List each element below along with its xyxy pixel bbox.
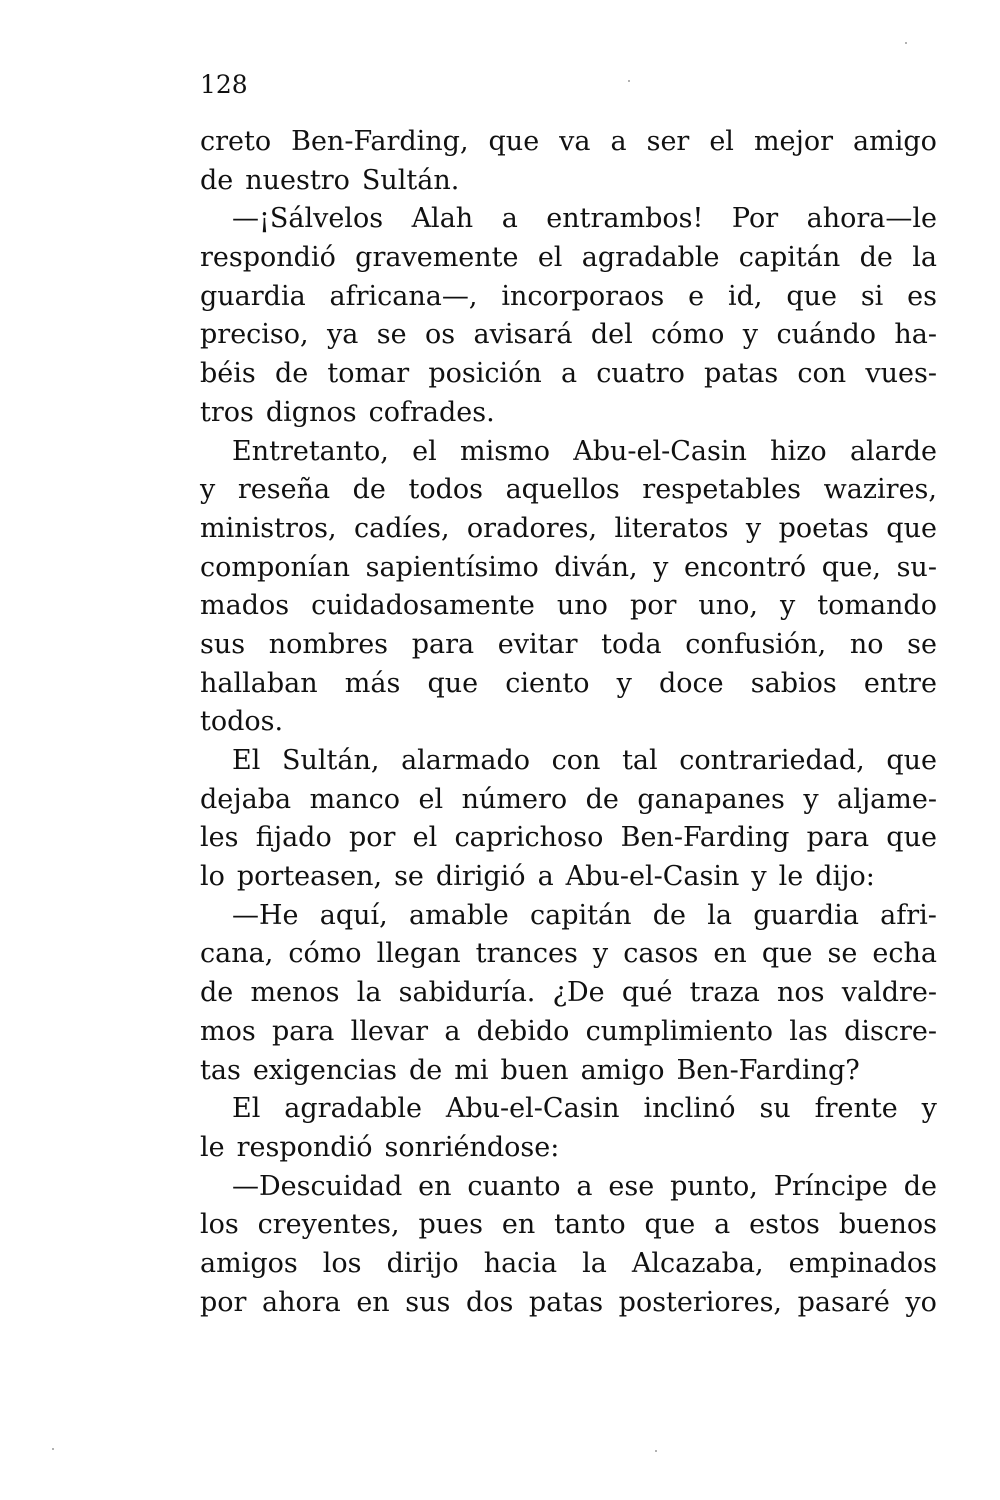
word: entrambos! [546, 203, 704, 235]
word: sabios [750, 667, 837, 699]
word: de [274, 358, 309, 390]
word: a [610, 126, 627, 157]
word: para [806, 822, 870, 854]
word: confusión, [685, 628, 827, 660]
text-line [200, 1013, 937, 1052]
word: cofrades. [368, 396, 495, 428]
word: y [200, 474, 216, 506]
scan-speck [628, 80, 630, 82]
word: hacia [483, 1247, 558, 1279]
word: componían [200, 551, 351, 583]
word: El [232, 745, 261, 776]
word: uno, [698, 590, 758, 622]
word: porteasen, [236, 861, 383, 893]
word: respetables [642, 474, 802, 506]
word: de [200, 164, 234, 196]
word: todos [408, 474, 483, 506]
word: y [745, 512, 762, 544]
text-line [200, 278, 937, 317]
word: llevar [350, 1015, 429, 1047]
word: toda [601, 628, 662, 660]
word: Por [731, 203, 779, 235]
word: posición [428, 358, 542, 390]
word: dijo: [815, 861, 875, 893]
word: Sultán. [361, 164, 460, 196]
text-line [200, 819, 937, 858]
word: posteriores, [618, 1286, 783, 1318]
word: de [903, 1170, 937, 1202]
word: vues- [865, 358, 937, 390]
word: se [907, 628, 937, 660]
word: en [418, 1170, 452, 1202]
text-line [200, 316, 937, 355]
word: Alah [411, 203, 474, 235]
word: el [412, 435, 437, 467]
word: tomando [817, 590, 937, 622]
word: entre [863, 667, 937, 699]
word: africana—, [329, 280, 478, 312]
word: pues [418, 1209, 483, 1241]
word: que [644, 1209, 696, 1241]
word: amigo [853, 126, 937, 157]
word: que [786, 280, 837, 312]
word: poetas [778, 512, 869, 544]
word: y [653, 551, 669, 583]
word: ¿De [552, 977, 605, 1009]
word: hallaban [200, 667, 318, 699]
word: y [751, 861, 767, 893]
word: no [849, 628, 884, 660]
word: la [912, 242, 937, 274]
word: buenos [838, 1209, 937, 1241]
word: dos [465, 1286, 514, 1318]
word: número [461, 783, 568, 815]
word: de [859, 242, 893, 274]
word: cadíes, [353, 512, 450, 544]
word: por [348, 822, 396, 854]
word: tanto [554, 1209, 626, 1241]
text-line [200, 587, 937, 626]
word: yo [905, 1286, 937, 1318]
word: los [200, 1209, 239, 1241]
word: mos [200, 1015, 256, 1047]
word: el [709, 126, 734, 157]
word: alarmado [401, 745, 531, 776]
word: encontró [684, 551, 807, 583]
word: —Descuidad [232, 1170, 403, 1202]
word: para [411, 628, 475, 660]
word: en [501, 1209, 536, 1241]
word: aljame- [837, 783, 937, 815]
word: alarde [849, 435, 937, 467]
word: sonriéndose: [384, 1131, 560, 1163]
word: en [356, 1286, 390, 1318]
word: amigo [580, 1054, 665, 1086]
word: que [488, 126, 540, 157]
word: a [444, 1015, 461, 1047]
word: ministros, [200, 512, 337, 544]
word: el [537, 242, 563, 274]
word: en [713, 938, 747, 970]
text-line [200, 200, 937, 239]
word: pasaré [797, 1286, 890, 1318]
text-line [200, 239, 937, 278]
word: casos [623, 938, 699, 970]
word: buen [500, 1054, 569, 1086]
word: con [551, 745, 601, 776]
word: oradores, [466, 512, 598, 544]
word: todos. [200, 706, 284, 738]
word: capitán [738, 242, 841, 274]
text-line [200, 1129, 937, 1168]
word: doce [658, 667, 724, 699]
word: respondió [200, 242, 336, 274]
word: valdre- [841, 977, 937, 1009]
word: evitar [497, 628, 578, 660]
text-line [200, 781, 937, 820]
word: la [582, 1247, 607, 1279]
word: aquí, [319, 899, 388, 931]
word: literatos [614, 512, 729, 544]
word: le [200, 1131, 225, 1163]
word: tomar [327, 358, 410, 390]
word: de [652, 899, 686, 931]
word: que, [821, 551, 881, 583]
text-line [200, 394, 937, 433]
word: debido [476, 1015, 570, 1047]
word: béis [200, 358, 256, 390]
text-line [200, 703, 937, 742]
word: a [501, 203, 518, 235]
word: ganapanes [637, 783, 785, 815]
word: trances [475, 938, 578, 970]
word: sus [200, 628, 246, 660]
text-line [200, 1090, 937, 1129]
word: os [425, 319, 456, 351]
text-line [200, 1206, 937, 1245]
word: nuestro [245, 164, 350, 196]
word: a [537, 861, 554, 893]
word: guardia [200, 280, 306, 312]
word: del [590, 319, 633, 351]
word: ya [327, 319, 359, 351]
word: wazires, [823, 474, 937, 506]
word: y [592, 938, 609, 970]
word: reseña [237, 474, 331, 506]
word: la [356, 977, 382, 1009]
word: estos [749, 1209, 820, 1241]
word: diván, [554, 551, 638, 583]
word: con [797, 358, 847, 390]
word: cana, [200, 938, 274, 970]
word: caprichoso [454, 822, 604, 854]
word: ciento [505, 667, 590, 699]
word: de [352, 474, 386, 506]
word: exigencias [252, 1054, 398, 1086]
word: tas [200, 1054, 241, 1086]
word: mi [454, 1054, 489, 1086]
word: discre- [844, 1015, 937, 1047]
word: cuatro [596, 358, 685, 390]
text-line [200, 626, 937, 665]
word: nombres [268, 628, 389, 660]
word: de [200, 977, 234, 1009]
word: creto [200, 126, 272, 157]
word: el [412, 822, 438, 854]
word: patas [528, 1286, 604, 1318]
text-line [200, 549, 937, 588]
word: ahora [262, 1286, 341, 1318]
text-line [200, 974, 937, 1013]
word: incorporaos [501, 280, 665, 312]
word: las [789, 1015, 828, 1047]
word: punto, [670, 1170, 758, 1202]
word: traza [689, 977, 760, 1009]
text-line [200, 1284, 937, 1323]
text-line [200, 858, 937, 897]
word: lo [200, 861, 225, 893]
word: ahora—le [806, 203, 937, 235]
word: cómo [651, 319, 725, 351]
word: a [560, 358, 578, 390]
word: por [629, 590, 677, 622]
word: —He [232, 899, 299, 931]
word: de [585, 783, 619, 815]
text-line [200, 1052, 937, 1091]
word: si [860, 280, 884, 312]
scan-speck [52, 1448, 54, 1450]
word: de [409, 1054, 443, 1086]
word: cuidadosamente [311, 590, 535, 622]
word: para [271, 1015, 335, 1047]
word: tal [622, 745, 658, 776]
word: les [200, 822, 239, 854]
word: sus [405, 1286, 451, 1318]
text-line [200, 162, 937, 201]
word: hizo [770, 435, 827, 467]
word: mados [200, 590, 290, 622]
word: se [376, 319, 407, 351]
body-text [200, 123, 937, 1322]
word: dirijo [386, 1247, 459, 1279]
word: echa [872, 938, 937, 970]
word: Ben-Farding, [291, 126, 469, 157]
word: capitán [529, 899, 632, 931]
word: menos [250, 977, 340, 1009]
word: Ben-Farding? [676, 1054, 860, 1086]
word: —¡Sálvelos [232, 203, 384, 235]
word: va [559, 126, 591, 157]
word: que [427, 667, 479, 699]
text-line [200, 510, 937, 549]
word: Abu-el-Casin [573, 435, 747, 467]
word: sapientísimo [365, 551, 539, 583]
word: es [907, 280, 937, 312]
word: que [886, 512, 937, 544]
word: su- [896, 551, 937, 583]
word: mismo [460, 435, 550, 467]
word: que [886, 822, 937, 854]
word: dejaba [200, 783, 292, 815]
word: sabiduría. [398, 977, 536, 1009]
text-line [200, 1168, 937, 1207]
word: Príncipe [773, 1170, 888, 1202]
text-line [200, 433, 937, 472]
word: manco [309, 783, 401, 815]
word: agradable [581, 242, 720, 274]
word: aquellos [505, 474, 620, 506]
word: tros [200, 396, 254, 428]
word: Sultán, [281, 745, 380, 776]
word: dignos [265, 396, 357, 428]
word: nos [777, 977, 825, 1009]
word: la [707, 899, 732, 931]
scan-speck [655, 1450, 657, 1452]
text-line [200, 665, 937, 704]
word: se [394, 861, 424, 893]
word: id, [727, 280, 763, 312]
word: le [778, 861, 804, 893]
text-line [200, 471, 937, 510]
word: y [616, 667, 632, 699]
text-line [200, 123, 937, 162]
word: Alcazaba, [631, 1247, 764, 1279]
word: por [200, 1286, 247, 1318]
word: y [803, 783, 819, 815]
word: inclinó [643, 1093, 736, 1125]
scan-speck [905, 42, 907, 44]
word: el [418, 783, 444, 815]
word: amable [409, 899, 509, 931]
word: El [232, 1093, 261, 1125]
word: fijado [255, 822, 332, 854]
word: llegan [376, 938, 461, 970]
word: se [827, 938, 858, 970]
word: más [344, 667, 401, 699]
word: cuándo [776, 319, 876, 351]
word: amigos [200, 1247, 298, 1279]
word: Entretanto, [232, 435, 389, 467]
word: a [714, 1209, 731, 1241]
word: gravemente [355, 242, 519, 274]
page-number: 128 [200, 70, 248, 99]
word: agradable [284, 1093, 422, 1125]
word: y [742, 319, 759, 351]
word: ha- [894, 319, 937, 351]
word: que [761, 938, 813, 970]
word: preciso, [200, 319, 309, 351]
word: guardia [753, 899, 859, 931]
word: creyentes, [257, 1209, 400, 1241]
text-line [200, 897, 937, 936]
word: qué [621, 977, 673, 1009]
word: y [921, 1093, 937, 1125]
word: afri- [880, 899, 937, 931]
word: contrariedad, [679, 745, 865, 776]
word: cómo [288, 938, 362, 970]
word: frente [814, 1093, 898, 1125]
word: que [886, 745, 937, 776]
word: su [759, 1093, 791, 1125]
word: dirigió [435, 861, 526, 893]
text-line [200, 1245, 937, 1284]
word: ser [646, 126, 690, 157]
word: Abu-el-Casin [565, 861, 740, 893]
word: a [576, 1170, 593, 1202]
word: respondió [236, 1131, 373, 1163]
word: e [688, 280, 705, 312]
word: los [322, 1247, 362, 1279]
word: uno [556, 590, 608, 622]
text-line [200, 742, 937, 781]
word: ese [608, 1170, 655, 1202]
word: y [779, 590, 796, 622]
word: Abu-el-Casin [445, 1093, 620, 1125]
word: cumplimiento [585, 1015, 774, 1047]
word: mejor [753, 126, 834, 157]
text-line [200, 935, 937, 974]
word: cuanto [467, 1170, 561, 1202]
word: patas [704, 358, 779, 390]
word: empinados [788, 1247, 937, 1279]
text-line [200, 355, 937, 394]
word: Ben-Farding [620, 822, 790, 854]
word: avisará [473, 319, 573, 351]
